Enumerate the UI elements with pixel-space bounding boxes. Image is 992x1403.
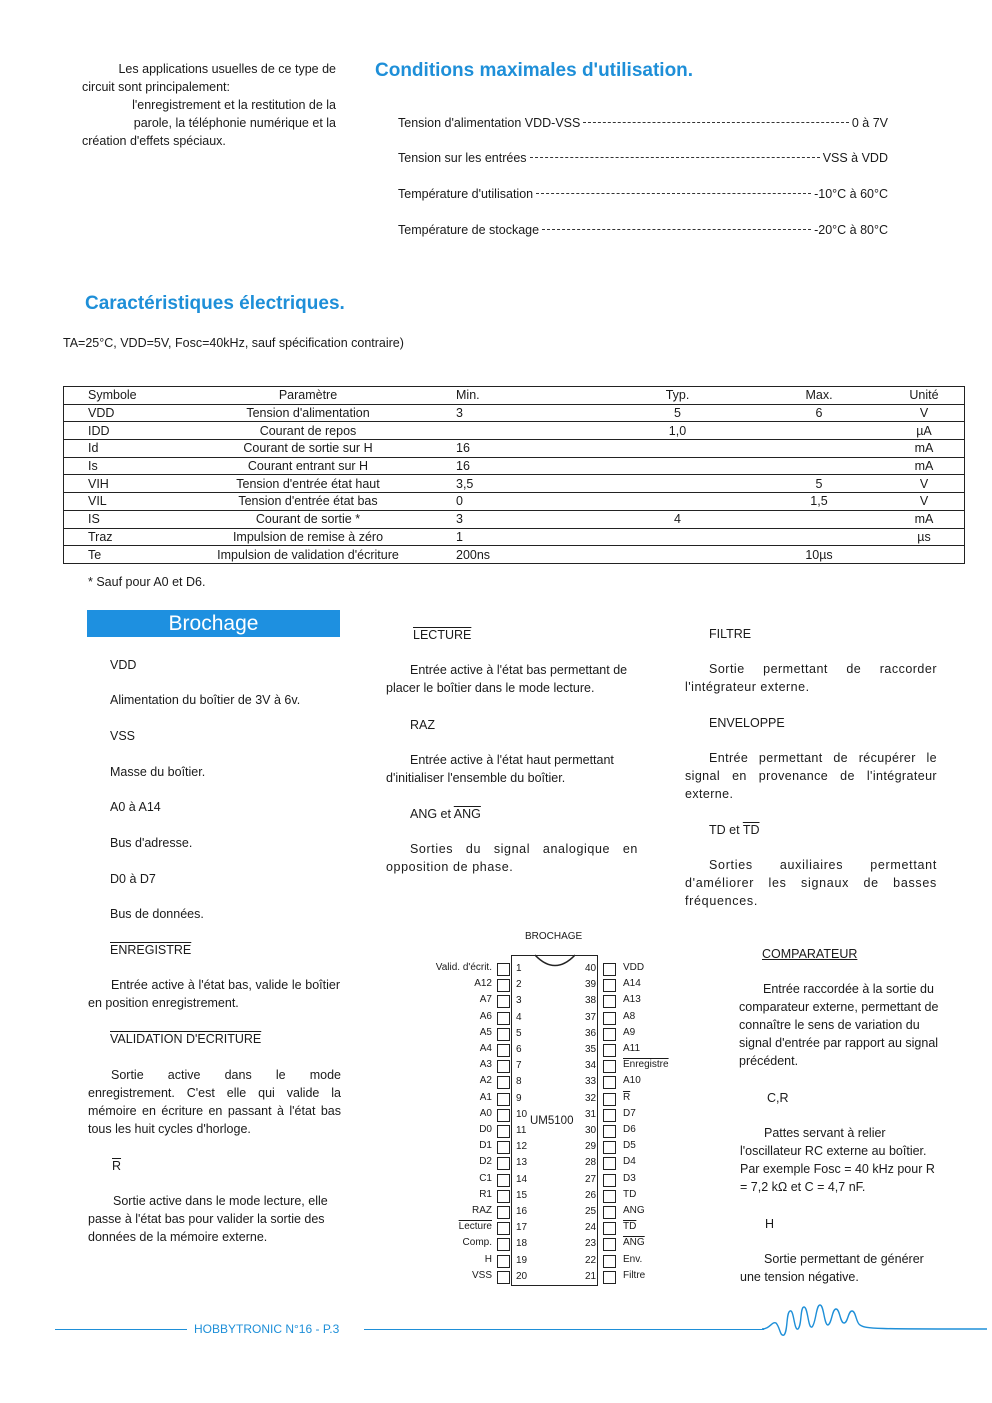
pin-label-right: D6 bbox=[623, 1124, 636, 1135]
pin-number-left: 4 bbox=[516, 1011, 522, 1023]
pin-label-left: A7 bbox=[479, 994, 492, 1006]
data-text: Bus de données. bbox=[110, 907, 204, 921]
pin-label-right: Enregistre bbox=[623, 1059, 669, 1071]
pin-label-left: A4 bbox=[479, 1043, 492, 1054]
table-row bbox=[64, 546, 965, 564]
cell-min: 3 bbox=[428, 404, 611, 422]
cell-max bbox=[740, 510, 894, 528]
pin-box bbox=[497, 1076, 510, 1089]
pin-label-right: Env. bbox=[623, 1253, 643, 1265]
pin-number-right: 24 bbox=[585, 1222, 597, 1234]
cell-max bbox=[740, 528, 894, 546]
pin-label-right: A11 bbox=[623, 1043, 641, 1054]
pin-box bbox=[497, 1109, 510, 1122]
pin-label-left: Lecture bbox=[458, 1221, 492, 1233]
cell-typ: 4 bbox=[611, 510, 740, 528]
cell-typ: 5 bbox=[611, 404, 740, 422]
pin-number-right: 22 bbox=[585, 1254, 597, 1266]
cell-typ bbox=[611, 457, 740, 475]
pin-label-left: VSS bbox=[471, 1269, 492, 1281]
cell-param: Courant entrant sur H bbox=[184, 457, 428, 475]
table-row bbox=[64, 440, 965, 458]
pin-number-right: 29 bbox=[585, 1141, 597, 1153]
td-title bbox=[709, 821, 759, 839]
cell-param: Impulsion de validation d'écriture bbox=[184, 546, 428, 564]
table-row bbox=[64, 457, 965, 475]
pin-box bbox=[603, 1271, 616, 1284]
footer-rule-right bbox=[364, 1329, 764, 1330]
pin-box bbox=[497, 1238, 510, 1251]
pin-label-left: A1 bbox=[479, 1091, 492, 1103]
col-header-symbol: Symbole bbox=[64, 387, 185, 405]
cell-max bbox=[740, 422, 894, 440]
pin-box bbox=[497, 1028, 510, 1041]
cell-param: Courant de sortie * bbox=[184, 510, 428, 528]
cell-symbol: Te bbox=[64, 546, 185, 564]
pin-number-right: 28 bbox=[585, 1157, 597, 1169]
cell-min bbox=[428, 422, 611, 440]
pin-label-right: D5 bbox=[623, 1140, 636, 1152]
condition-row bbox=[398, 151, 888, 165]
condition-label: Température d'utilisation bbox=[398, 187, 534, 201]
vdd-text: Alimentation du boîtier de 3V à 6v. bbox=[110, 693, 301, 707]
waveform-logo bbox=[762, 1301, 987, 1341]
lecture-text: Entrée active à l'état bas permettant de placer le boîtier dans le mode lecture. bbox=[386, 663, 628, 695]
ang-title-a: ANG et bbox=[410, 807, 454, 821]
pin-number-left: 9 bbox=[516, 1092, 522, 1104]
condition-value: -10°C à 60°C bbox=[814, 187, 888, 201]
pin-box bbox=[603, 1044, 616, 1057]
cell-unit: mA bbox=[894, 440, 965, 458]
pin-box bbox=[603, 1109, 616, 1122]
cell-symbol: IDD bbox=[64, 422, 185, 440]
condition-label: Tension sur les entrées bbox=[398, 151, 527, 165]
vdd-title: VDD bbox=[110, 658, 137, 672]
pin-number-left: 13 bbox=[516, 1157, 528, 1169]
footer-label: HOBBYTRONIC N°16 - P.3 bbox=[194, 1322, 340, 1336]
electrical-subtitle: TA=25°C, VDD=5V, Fosc=40kHz, sauf spécification contraire) bbox=[63, 336, 404, 350]
pin-label-left: H bbox=[484, 1253, 492, 1265]
comp-title: COMPARATEUR bbox=[762, 947, 858, 961]
pin-box bbox=[497, 963, 510, 976]
cell-typ bbox=[611, 546, 740, 564]
intro-line: parole, la téléphonie numérique et la bbox=[133, 116, 336, 130]
pin-box bbox=[603, 1060, 616, 1073]
pin-label-right: TD bbox=[623, 1188, 637, 1200]
pin-box bbox=[497, 1012, 510, 1025]
table-row bbox=[64, 475, 965, 493]
pin-number-left: 3 bbox=[516, 995, 522, 1007]
pin-number-left: 7 bbox=[516, 1060, 522, 1072]
pin-box bbox=[497, 1255, 510, 1268]
cell-unit: mA bbox=[894, 457, 965, 475]
pin-label-right: ANG bbox=[623, 1205, 645, 1216]
filtre-text: Sortie permettant de raccorder l'intégrateur externe. bbox=[685, 662, 937, 694]
pin-box bbox=[603, 1255, 616, 1268]
cell-typ bbox=[611, 493, 740, 511]
enr-text: Entrée active à l'état bas, valide le boîtier en position enregistrement. bbox=[88, 978, 340, 1010]
pin-number-left: 10 bbox=[516, 1108, 528, 1120]
cell-symbol: Id bbox=[64, 440, 185, 458]
pin-number-right: 32 bbox=[585, 1092, 597, 1104]
pin-number-right: 27 bbox=[585, 1173, 597, 1185]
pin-label-right: D7 bbox=[623, 1107, 636, 1119]
r-text: Sortie active dans le mode lecture, elle passe à l'état bas pour valider la sortie des données de la mémoire externe. bbox=[88, 1194, 328, 1244]
vss-title: VSS bbox=[110, 729, 136, 743]
pin-box bbox=[603, 1012, 616, 1025]
ang-title bbox=[410, 805, 481, 823]
pin-box bbox=[603, 1238, 616, 1251]
pin-label-right: A10 bbox=[623, 1075, 641, 1087]
cell-symbol: Is bbox=[64, 457, 185, 475]
cell-param: Tension d'entrée état bas bbox=[184, 493, 428, 511]
addr-text: Bus d'adresse. bbox=[110, 836, 193, 850]
cell-param: Courant de repos bbox=[184, 422, 428, 440]
chip-label: UM5100 bbox=[530, 1115, 574, 1127]
pin-number-right: 40 bbox=[585, 963, 597, 974]
pin-label-left: C1 bbox=[479, 1172, 492, 1184]
cr-text: Pattes servant à relier l'oscillateur RC externe au boîtier. Par exemple Fosc = 40 kHz pour R = 7,2 kΩ et C = 4,7 nF. bbox=[740, 1126, 935, 1194]
pin-label-right: A8 bbox=[623, 1010, 636, 1022]
pin-box bbox=[603, 995, 616, 1008]
cell-symbol: VIL bbox=[64, 493, 185, 511]
pin-label-left: A0 bbox=[479, 1107, 492, 1119]
td-title-a: TD et bbox=[709, 823, 743, 837]
pin-label-left: A3 bbox=[479, 1059, 492, 1071]
env-title: ENVELOPPE bbox=[709, 716, 785, 730]
pin-number-right: 37 bbox=[585, 1011, 597, 1023]
cell-symbol: Traz bbox=[64, 528, 185, 546]
pin-label-right: Filtre bbox=[623, 1269, 646, 1281]
pin-box bbox=[497, 1206, 510, 1219]
col-header-max: Max. bbox=[740, 387, 894, 405]
pin-box bbox=[603, 1141, 616, 1154]
table-row bbox=[64, 422, 965, 440]
intro-line: circuit sont principalement: bbox=[82, 80, 230, 94]
pin-box bbox=[497, 1271, 510, 1284]
pin-label-left: A6 bbox=[479, 1010, 492, 1022]
pin-number-left: 14 bbox=[516, 1173, 528, 1185]
brochage-banner-label: Brochage bbox=[168, 612, 259, 635]
lecture-title: LECTURE bbox=[413, 628, 472, 642]
pin-number-left: 19 bbox=[516, 1254, 528, 1266]
table-header-row bbox=[64, 387, 965, 405]
pin-label-right: A14 bbox=[623, 978, 641, 990]
table-row bbox=[64, 528, 965, 546]
ang-text: Sorties du signal analogique en opposition de phase. bbox=[386, 842, 638, 874]
cell-param: Tension d'entrée état haut bbox=[184, 475, 428, 493]
intro-line: Les applications usuelles de ce type de bbox=[118, 62, 336, 76]
pin-box bbox=[497, 1060, 510, 1073]
intro-line: création d'effets spéciaux. bbox=[82, 134, 226, 148]
condition-row bbox=[398, 223, 888, 237]
cr-title: C,R bbox=[767, 1091, 789, 1105]
footer-rule-left bbox=[55, 1329, 187, 1330]
pin-box bbox=[497, 1190, 510, 1203]
pin-number-left: 8 bbox=[516, 1076, 522, 1088]
comp-text: Entrée raccordée à la sortie du comparateur externe, permettant de connaître le sens de variation du signal d'entrée par rapport au signal précédent. bbox=[739, 982, 939, 1068]
td-title-b: $\overline{TD}$ bbox=[742, 823, 760, 837]
cell-unit: µA bbox=[894, 422, 965, 440]
pin-label-left: Comp. bbox=[462, 1237, 492, 1249]
pin-box bbox=[603, 979, 616, 992]
h-text: Sortie permettant de générer une tension négative. bbox=[740, 1252, 924, 1284]
pin-number-right: 25 bbox=[585, 1206, 597, 1217]
pin-number-left: 1 bbox=[516, 963, 522, 974]
pin-number-right: 36 bbox=[585, 1027, 597, 1039]
col-header-typ: Typ. bbox=[611, 387, 740, 405]
pin-box bbox=[497, 1093, 510, 1106]
ang-title-b: $\overline{ANG}$ bbox=[453, 807, 481, 821]
pin-label-right: D3 bbox=[623, 1172, 636, 1184]
pin-box bbox=[497, 995, 510, 1008]
cell-typ bbox=[611, 475, 740, 493]
pin-box bbox=[497, 979, 510, 992]
pin-number-left: 16 bbox=[516, 1206, 528, 1217]
pin-box bbox=[603, 1206, 616, 1219]
pin-number-right: 23 bbox=[585, 1238, 597, 1250]
electrical-table bbox=[63, 386, 965, 564]
val-title: VALIDATION D'ECRITURE bbox=[110, 1032, 262, 1046]
pin-number-right: 35 bbox=[585, 1044, 597, 1055]
pin-label-left: D2 bbox=[479, 1156, 492, 1168]
raz-title: RAZ bbox=[410, 718, 435, 732]
cell-min: 1 bbox=[428, 528, 611, 546]
pin-label-left: A12 bbox=[474, 978, 492, 990]
pin-label-left: R1 bbox=[479, 1188, 492, 1200]
cell-unit: V bbox=[894, 493, 965, 511]
pin-number-left: 6 bbox=[516, 1044, 522, 1055]
pin-label-left: RAZ bbox=[472, 1205, 492, 1216]
pin-box bbox=[603, 1190, 616, 1203]
data-title: D0 à D7 bbox=[110, 872, 156, 886]
pin-label-right: A13 bbox=[623, 994, 641, 1006]
cell-unit: µs bbox=[894, 528, 965, 546]
td-text: Sorties auxiliaires permettant d'améliorer les signaux de basses fréquences. bbox=[685, 858, 937, 908]
pin-label-right: $\overline{TD}$ bbox=[623, 1221, 637, 1233]
pin-label-left: D1 bbox=[479, 1140, 492, 1152]
pin-box bbox=[603, 1222, 616, 1235]
electrical-title: Caractéristiques électriques. bbox=[85, 293, 345, 314]
cell-symbol: IS bbox=[64, 510, 185, 528]
table-row bbox=[64, 493, 965, 511]
cell-symbol: VIH bbox=[64, 475, 185, 493]
pin-number-left: 17 bbox=[516, 1222, 528, 1234]
intro-line: l'enregistrement et la restitution de la bbox=[132, 98, 336, 112]
pin-box bbox=[497, 1125, 510, 1138]
cell-min: 16 bbox=[428, 457, 611, 475]
cell-min: 3 bbox=[428, 510, 611, 528]
pin-box bbox=[497, 1222, 510, 1235]
pin-number-left: 18 bbox=[516, 1238, 528, 1250]
cell-param: Courant de sortie sur H bbox=[184, 440, 428, 458]
condition-row bbox=[398, 116, 888, 130]
pin-number-right: 21 bbox=[585, 1270, 597, 1282]
pin-label-right: A9 bbox=[623, 1026, 636, 1038]
addr-title: A0 à A14 bbox=[110, 800, 161, 814]
intro-text bbox=[82, 60, 336, 150]
cell-max bbox=[740, 440, 894, 458]
cell-max bbox=[740, 457, 894, 475]
pin-label-left: Valid. d'écrit. bbox=[435, 962, 492, 973]
pin-number-left: 15 bbox=[516, 1189, 528, 1201]
h-title: H bbox=[765, 1217, 775, 1231]
enr-title: ENREGISTRE bbox=[110, 943, 192, 957]
condition-label: Tension d'alimentation VDD-VSS bbox=[398, 116, 581, 130]
cell-unit: V bbox=[894, 475, 965, 493]
cell-min: 200ns bbox=[428, 546, 611, 564]
pin-box bbox=[497, 1141, 510, 1154]
pin-label-left: A5 bbox=[479, 1026, 492, 1038]
cell-typ bbox=[611, 440, 740, 458]
condition-label: Température de stockage bbox=[398, 223, 540, 237]
cell-unit: mA bbox=[894, 510, 965, 528]
condition-value: VSS à VDD bbox=[822, 151, 888, 165]
env-text: Entrée permettant de récupérer le signal en provenance de l'intégrateur externe. bbox=[685, 751, 937, 801]
r-title: $\overline{R}$ bbox=[112, 1159, 122, 1173]
raz-text: Entrée active à l'état haut permettant d'initialiser l'ensemble du boîtier. bbox=[386, 753, 614, 785]
pin-box bbox=[603, 1028, 616, 1041]
condition-row bbox=[398, 187, 888, 201]
pin-number-right: 33 bbox=[585, 1076, 597, 1088]
pin-box bbox=[603, 963, 616, 976]
cell-max: 6 bbox=[740, 404, 894, 422]
pin-box bbox=[603, 1076, 616, 1089]
pin-number-left: 20 bbox=[516, 1270, 528, 1282]
cell-min: 3,5 bbox=[428, 475, 611, 493]
table-row bbox=[64, 510, 965, 528]
pin-label-right: VDD bbox=[623, 962, 645, 973]
pin-number-left: 12 bbox=[516, 1141, 528, 1153]
col-header-param: Paramètre bbox=[184, 387, 428, 405]
cell-max: 5 bbox=[740, 475, 894, 493]
pin-box bbox=[603, 1174, 616, 1187]
table-footnote: * Sauf pour A0 et D6. bbox=[88, 575, 206, 589]
pin-label-right: $\overline{R}$ bbox=[623, 1091, 631, 1103]
cell-max: 10µs bbox=[740, 546, 894, 564]
brochage-banner bbox=[87, 610, 340, 637]
cell-unit: V bbox=[894, 404, 965, 422]
cell-param: Tension d'alimentation bbox=[184, 404, 428, 422]
pin-box bbox=[497, 1044, 510, 1057]
cell-typ bbox=[611, 528, 740, 546]
pin-box bbox=[603, 1125, 616, 1138]
condition-value: 0 à 7V bbox=[851, 116, 888, 130]
cell-param: Impulsion de remise à zéro bbox=[184, 528, 428, 546]
col-header-min: Min. bbox=[428, 387, 611, 405]
pin-box bbox=[603, 1093, 616, 1106]
cell-symbol: VDD bbox=[64, 404, 185, 422]
pin-number-left: 2 bbox=[516, 979, 522, 991]
pin-label-left: D0 bbox=[479, 1124, 492, 1135]
cell-unit bbox=[894, 546, 965, 564]
table-row bbox=[64, 404, 965, 422]
pin-box bbox=[497, 1157, 510, 1170]
cell-min: 0 bbox=[428, 493, 611, 511]
pin-number-right: 38 bbox=[585, 995, 597, 1007]
pin-number-right: 26 bbox=[585, 1189, 597, 1201]
pin-number-left: 11 bbox=[516, 1125, 527, 1136]
filtre-title: FILTRE bbox=[709, 627, 752, 641]
col-header-unit: Unité bbox=[894, 387, 965, 405]
pin-label-right: D4 bbox=[623, 1156, 636, 1168]
pin-box bbox=[497, 1174, 510, 1187]
cell-min: 16 bbox=[428, 440, 611, 458]
chip-notch bbox=[535, 954, 575, 968]
conditions-title: Conditions maximales d'utilisation. bbox=[375, 60, 694, 81]
pin-box bbox=[603, 1157, 616, 1170]
pinout-title: BROCHAGE bbox=[525, 931, 583, 942]
pin-label-right: $\overline{ANG}$ bbox=[623, 1237, 645, 1249]
vss-text: Masse du boîtier. bbox=[110, 765, 206, 779]
cell-typ: 1,0 bbox=[611, 422, 740, 440]
condition-value: -20°C à 80°C bbox=[814, 223, 888, 237]
val-text: Sortie active dans le mode enregistrement. C'est elle qui valide la mémoire en écriture en passant à l'état bas tous les huit cycles d'horloge. bbox=[88, 1068, 341, 1136]
pin-number-left: 5 bbox=[516, 1027, 522, 1039]
pin-label-left: A2 bbox=[479, 1075, 492, 1087]
cell-max: 1,5 bbox=[740, 493, 894, 511]
pin-number-right: 34 bbox=[585, 1060, 597, 1072]
pin-number-right: 30 bbox=[585, 1125, 597, 1136]
pin-number-right: 31 bbox=[585, 1108, 597, 1120]
pin-number-right: 39 bbox=[585, 979, 597, 991]
